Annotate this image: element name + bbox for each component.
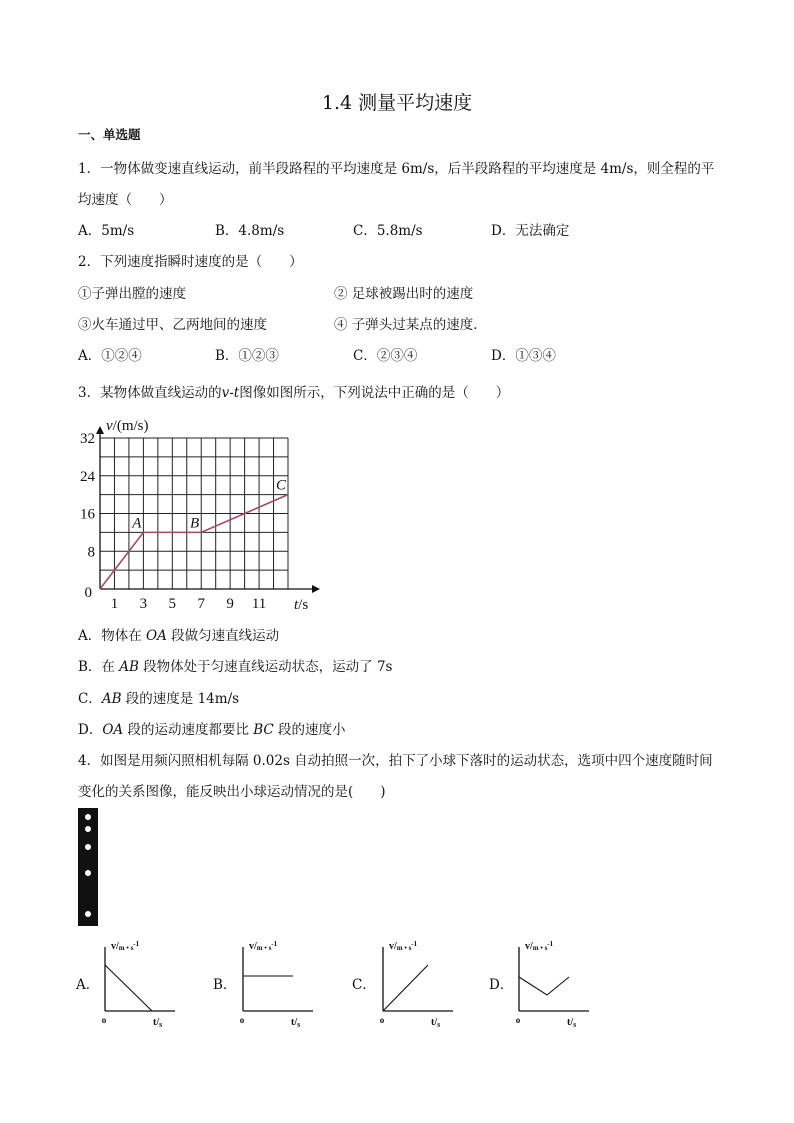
q3-option-c-pre: C． (78, 691, 102, 707)
q3-option-d-mid: 段的运动速度都要比 (123, 722, 254, 738)
x-axis-label: $t/_s$ (291, 1017, 301, 1027)
q1-stem-line2: 均速度（ ） (78, 192, 173, 208)
graph-line (519, 977, 569, 995)
y-axis-label: v/(m/s) (106, 418, 149, 434)
section-heading: 一、单选题 (78, 127, 141, 142)
y-tick-label: 24 (80, 468, 95, 485)
graph-line (383, 965, 428, 1011)
y-tick-label: 8 (87, 544, 95, 561)
x-axis-label: t/s (294, 597, 309, 613)
ball-image (85, 844, 91, 850)
y-axis-label: v/m • $s^{-1}$ (249, 940, 278, 952)
point-label-c: C (275, 477, 286, 494)
q4-graph-b[interactable] (233, 935, 333, 1027)
q4-graph-c[interactable] (373, 935, 473, 1027)
q2-option-c[interactable]: C．②③④ (353, 348, 418, 364)
q3-option-b-segment: AB (119, 659, 139, 675)
ball-image (85, 814, 91, 820)
q2-item-1: ①子弹出膛的速度 (78, 286, 186, 302)
q3-stem-vt: v-t (221, 385, 240, 401)
y-axis-label: v/m • $s^{-1}$ (389, 940, 418, 952)
q3-option-d-segment1: OA (102, 722, 124, 738)
q3-option-a-segment: OA (146, 628, 167, 644)
page-title: 1.4 测量平均速度 (321, 92, 473, 114)
q1-option-c[interactable]: C．5.8m/s (353, 223, 423, 239)
ball-image (85, 911, 91, 917)
graph-line (105, 965, 152, 1011)
q3-option-c-post: 段的速度是 14m/s (121, 691, 240, 707)
q3-option-b-post: 段物体处于匀速直线运动状态，运动了 7s (138, 659, 393, 675)
q2-stem: 2．下列速度指瞬时速度的是（ ） (78, 254, 303, 270)
chart-axes (100, 428, 318, 589)
q1-stem-line1: 1．一物体做变速直线运动，前半段路程的平均速度是 6m/s，后半段路程的平均速度是 4m/s，则全程的平 (78, 161, 715, 177)
q2-option-a[interactable]: A．①②④ (78, 348, 142, 364)
y-axis-label: v/m • $s^{-1}$ (525, 940, 554, 952)
origin-label: o (379, 1015, 385, 1025)
x-tick-label: 3 (139, 596, 148, 612)
x-tick-label: 9 (226, 596, 234, 612)
q4-option-c-label[interactable]: C． (352, 977, 376, 993)
origin-label: o (515, 1015, 521, 1025)
origin-label: o (101, 1015, 107, 1025)
q4-stem-line2: 变化的关系图像，能反映出小球运动情况的是( ) (78, 784, 386, 800)
q4-graph-d[interactable] (509, 935, 609, 1027)
x-axis-label: $t/_s$ (431, 1017, 441, 1027)
y-axis-label: v/m • $s^{-1}$ (111, 940, 140, 952)
q3-option-d[interactable] (78, 718, 346, 738)
q3-option-a[interactable] (78, 624, 279, 644)
q3-option-d-post: 段的速度小 (273, 722, 346, 738)
chart-series (100, 495, 288, 589)
series-line (100, 495, 288, 589)
x-tick-label: 1 (110, 596, 119, 612)
q4-option-a-label[interactable]: A． (76, 977, 100, 993)
ball-image (85, 826, 91, 832)
q1-option-b[interactable]: B．4.8m/s (215, 223, 285, 239)
q3-option-d-segment2: BC (253, 722, 274, 738)
strobe-photo (78, 808, 98, 926)
q3-option-c-segment: AB (101, 691, 122, 707)
q1-option-d[interactable]: D．无法确定 (491, 223, 570, 239)
q2-item-3: ③火车通过甲、乙两地间的速度 (78, 317, 267, 333)
q3-option-a-post: 段做匀速直线运动 (166, 628, 280, 644)
y-tick-label: 16 (80, 506, 95, 523)
vt-chart (70, 408, 330, 613)
y-tick-label: 32 (80, 431, 95, 447)
x-tick-label: 7 (197, 596, 205, 612)
q2-item-2: ② 足球被踢出时的速度 (334, 286, 474, 302)
point-label-b: B (190, 515, 200, 532)
x-axis-label: $t/_s$ (153, 1017, 163, 1027)
q3-option-b[interactable] (78, 655, 393, 675)
origin-label: o (239, 1015, 245, 1025)
x-tick-label: 5 (168, 596, 177, 612)
point-label-a: A (132, 515, 142, 532)
q1-option-a[interactable]: A．5m/s (78, 223, 135, 239)
q3-option-c[interactable] (78, 687, 239, 707)
q3-stem-text-a: 3．某物体做直线运动的 (78, 385, 222, 401)
q4-option-b-label[interactable]: B． (213, 977, 237, 993)
ball-image (85, 870, 91, 876)
q3-stem (78, 381, 509, 401)
x-axis-label: $t/_s$ (567, 1017, 577, 1027)
q3-option-b-pre: B．在 (78, 659, 120, 675)
x-tick-label: 11 (251, 596, 267, 612)
q3-option-a-pre: A．物体在 (78, 628, 147, 644)
q3-option-d-pre: D． (78, 722, 103, 738)
q4-graph-a[interactable] (95, 935, 195, 1027)
q4-option-d-label[interactable]: D． (489, 977, 514, 993)
q3-stem-text-b: 图像如图所示，下列说法中正确的是（ ） (239, 385, 510, 401)
q2-option-d[interactable]: D．①③④ (491, 348, 556, 364)
q2-option-b[interactable]: B．①②③ (215, 348, 279, 364)
q2-item-4: ④ 子弹头过某点的速度． (334, 317, 487, 333)
chart-grid (100, 438, 288, 589)
origin-label: 0 (84, 585, 92, 601)
q4-stem-line1: 4．如图是用频闪照相机每隔 0.02s 自动拍照一次，拍下了小球下落时的运动状态，选项中四个速度随时间 (78, 753, 713, 769)
